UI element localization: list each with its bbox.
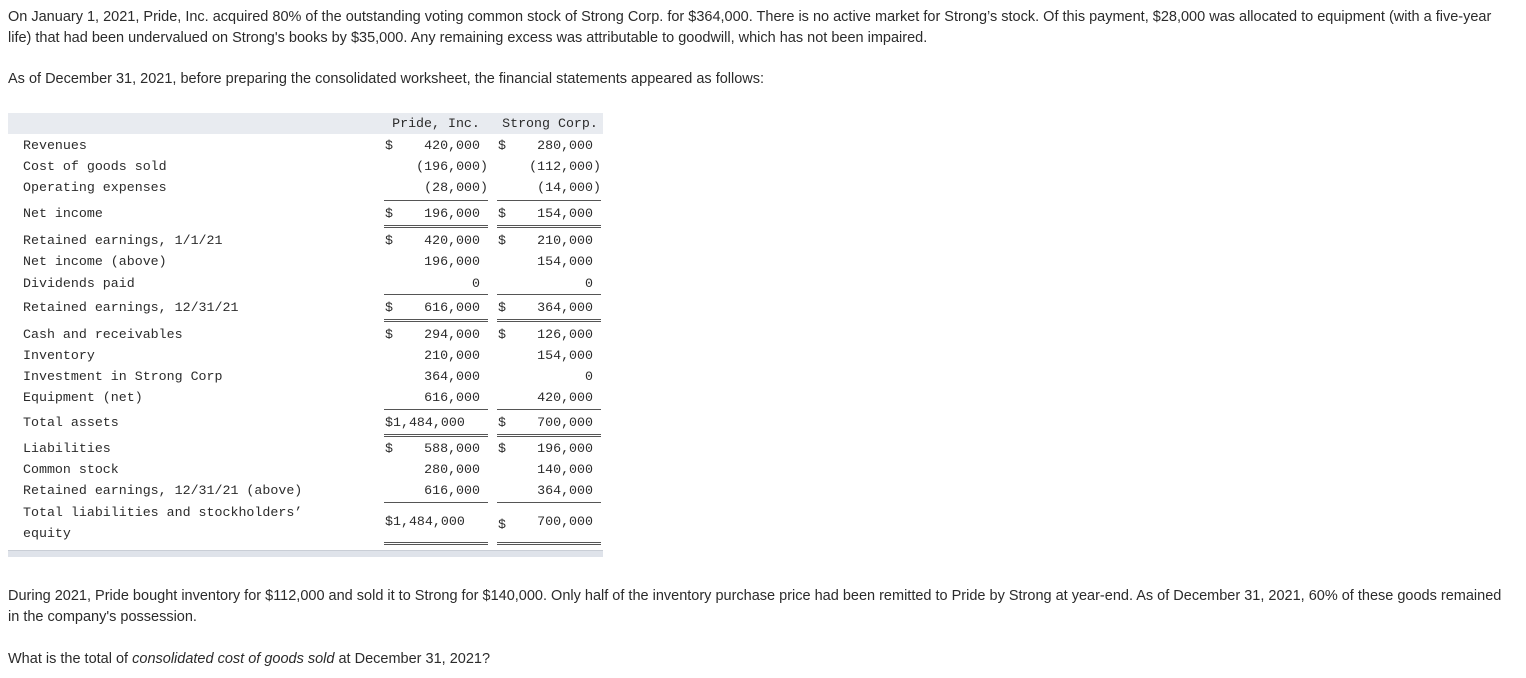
strong-re-above: 364,000: [537, 483, 593, 498]
dollar-sign: $: [385, 300, 393, 315]
total-rule: [384, 319, 488, 322]
table-row: [8, 135, 603, 156]
question-emphasis: consolidated cost of goods sold: [132, 651, 335, 667]
row-label-re-end: Retained earnings, 12/31/21: [23, 300, 239, 315]
strong-total-le: 700,000: [537, 514, 593, 529]
table-row: [8, 297, 603, 318]
dollar-sign: $: [385, 138, 393, 153]
dollar-sign: $: [498, 233, 506, 248]
subtotal-rule: [497, 294, 601, 295]
pride-re-begin: 420,000: [424, 233, 480, 248]
problem-intro: On January 1, 2021, Pride, Inc. acquired 80% of the outstanding voting common stock of Strong Corp. for $364,000. There is no active market for Strong’s stock. Of this payment, $28,000 was allocated to equipment (with a five-year life) that had been undervalued on Strong's books by $35,000. Any remaining excess was attributable to goodwill, which has not been impaired.: [8, 9, 1492, 46]
pride-opex: (28,000): [424, 180, 488, 195]
row-label-inventory: Inventory: [23, 348, 95, 363]
pride-dividends: 0: [472, 276, 480, 291]
problem-question: [8, 649, 1513, 670]
pride-revenues: 420,000: [424, 138, 480, 153]
strong-total-assets: 700,000: [537, 415, 593, 430]
table-row: [8, 156, 603, 177]
row-label-liabilities: Liabilities: [23, 441, 111, 456]
dollar-sign: $: [385, 206, 393, 221]
table-row: [8, 273, 603, 294]
row-label-re-begin: Retained earnings, 1/1/21: [23, 233, 223, 248]
table-row: [8, 203, 603, 224]
dollar-sign: $: [498, 441, 506, 456]
pride-investment: 364,000: [424, 369, 480, 384]
table-footer-band: [8, 550, 603, 557]
strong-investment: 0: [585, 369, 593, 384]
subtotal-rule: [497, 200, 601, 201]
pride-re-end: 616,000: [424, 300, 480, 315]
row-label-equipment: Equipment (net): [23, 390, 143, 405]
row-label-opex: Operating expenses: [23, 180, 167, 195]
row-label-net-income: Net income: [23, 206, 103, 221]
table-row: [8, 251, 603, 272]
question-prefix: What is the total of: [8, 651, 133, 667]
table-row: [8, 366, 603, 387]
total-rule: [497, 319, 601, 322]
row-label-common-stock: Common stock: [23, 462, 119, 477]
subtotal-rule: [497, 409, 601, 410]
total-rule: [384, 542, 488, 545]
strong-revenues: 280,000: [537, 138, 593, 153]
strong-ni-above: 154,000: [537, 254, 593, 269]
pride-net-income: 196,000: [424, 206, 480, 221]
row-label-total-le: Total liabilities and stockholders’ equity: [23, 505, 303, 541]
subtotal-rule: [384, 409, 488, 410]
strong-cash: 126,000: [537, 327, 593, 342]
column-header-strong: Strong Corp.: [502, 116, 598, 131]
problem-intercompany: During 2021, Pride bought inventory for $112,000 and sold it to Strong for $140,000. Only half of the inventory purchase price had been remitted to Pride by Strong at year-end. As of December 31, 2021, 60% of these goods remained in the company's possession.: [8, 588, 1502, 625]
table-row: [8, 177, 603, 198]
dollar-sign: $: [498, 327, 506, 342]
strong-re-end: 364,000: [537, 300, 593, 315]
table-row: [8, 438, 603, 459]
subtotal-rule: [384, 200, 488, 201]
column-header-pride: Pride, Inc.: [392, 116, 480, 131]
total-rule: [384, 434, 488, 437]
table-row: [8, 345, 603, 366]
row-label-re-above: Retained earnings, 12/31/21 (above): [23, 483, 303, 498]
dollar-sign: $: [385, 327, 393, 342]
total-rule: [497, 225, 601, 228]
total-rule: [384, 225, 488, 228]
dollar-sign: $: [385, 233, 393, 248]
strong-common-stock: 140,000: [537, 462, 593, 477]
pride-cash: 294,000: [424, 327, 480, 342]
table-row: [8, 459, 603, 480]
table-row: [8, 387, 603, 408]
row-label-investment: Investment in Strong Corp: [23, 369, 223, 384]
dollar-sign: $: [498, 206, 506, 221]
strong-cogs: (112,000): [529, 159, 601, 174]
strong-liabilities: 196,000: [537, 441, 593, 456]
question-suffix: at December 31, 2021?: [334, 651, 491, 667]
strong-dividends: 0: [585, 276, 593, 291]
pride-re-above: 616,000: [424, 483, 480, 498]
pride-total-assets: $1,484,000: [385, 415, 465, 430]
dollar-sign: $: [498, 300, 506, 315]
table-row: [8, 324, 603, 345]
pride-common-stock: 280,000: [424, 462, 480, 477]
strong-re-begin: 210,000: [537, 233, 593, 248]
pride-ni-above: 196,000: [424, 254, 480, 269]
dollar-sign: $: [498, 415, 506, 430]
table-row: [8, 502, 603, 546]
total-rule: [497, 542, 601, 545]
problem-as-of: As of December 31, 2021, before preparing the consolidated worksheet, the financial statements appeared as follows:: [8, 71, 765, 87]
pride-liabilities: 588,000: [424, 441, 480, 456]
row-label-dividends: Dividends paid: [23, 276, 135, 291]
row-label-cash: Cash and receivables: [23, 327, 183, 342]
row-label-revenues: Revenues: [23, 138, 87, 153]
pride-inventory: 210,000: [424, 348, 480, 363]
row-label-ni-above: Net income (above): [23, 254, 167, 269]
pride-cogs: (196,000): [416, 159, 488, 174]
strong-inventory: 154,000: [537, 348, 593, 363]
pride-equipment: 616,000: [424, 390, 480, 405]
dollar-sign: $: [385, 441, 393, 456]
table-row: [8, 480, 603, 501]
strong-equipment: 420,000: [537, 390, 593, 405]
table-row: [8, 412, 603, 433]
dollar-sign: $: [498, 138, 506, 153]
strong-net-income: 154,000: [537, 206, 593, 221]
table-row: [8, 230, 603, 251]
strong-opex: (14,000): [537, 180, 601, 195]
row-label-total-assets: Total assets: [23, 415, 119, 430]
row-label-cogs: Cost of goods sold: [23, 159, 167, 174]
dollar-sign: $: [498, 517, 506, 532]
total-rule: [497, 434, 601, 437]
subtotal-rule: [384, 294, 488, 295]
pride-total-le: $1,484,000: [385, 514, 465, 529]
